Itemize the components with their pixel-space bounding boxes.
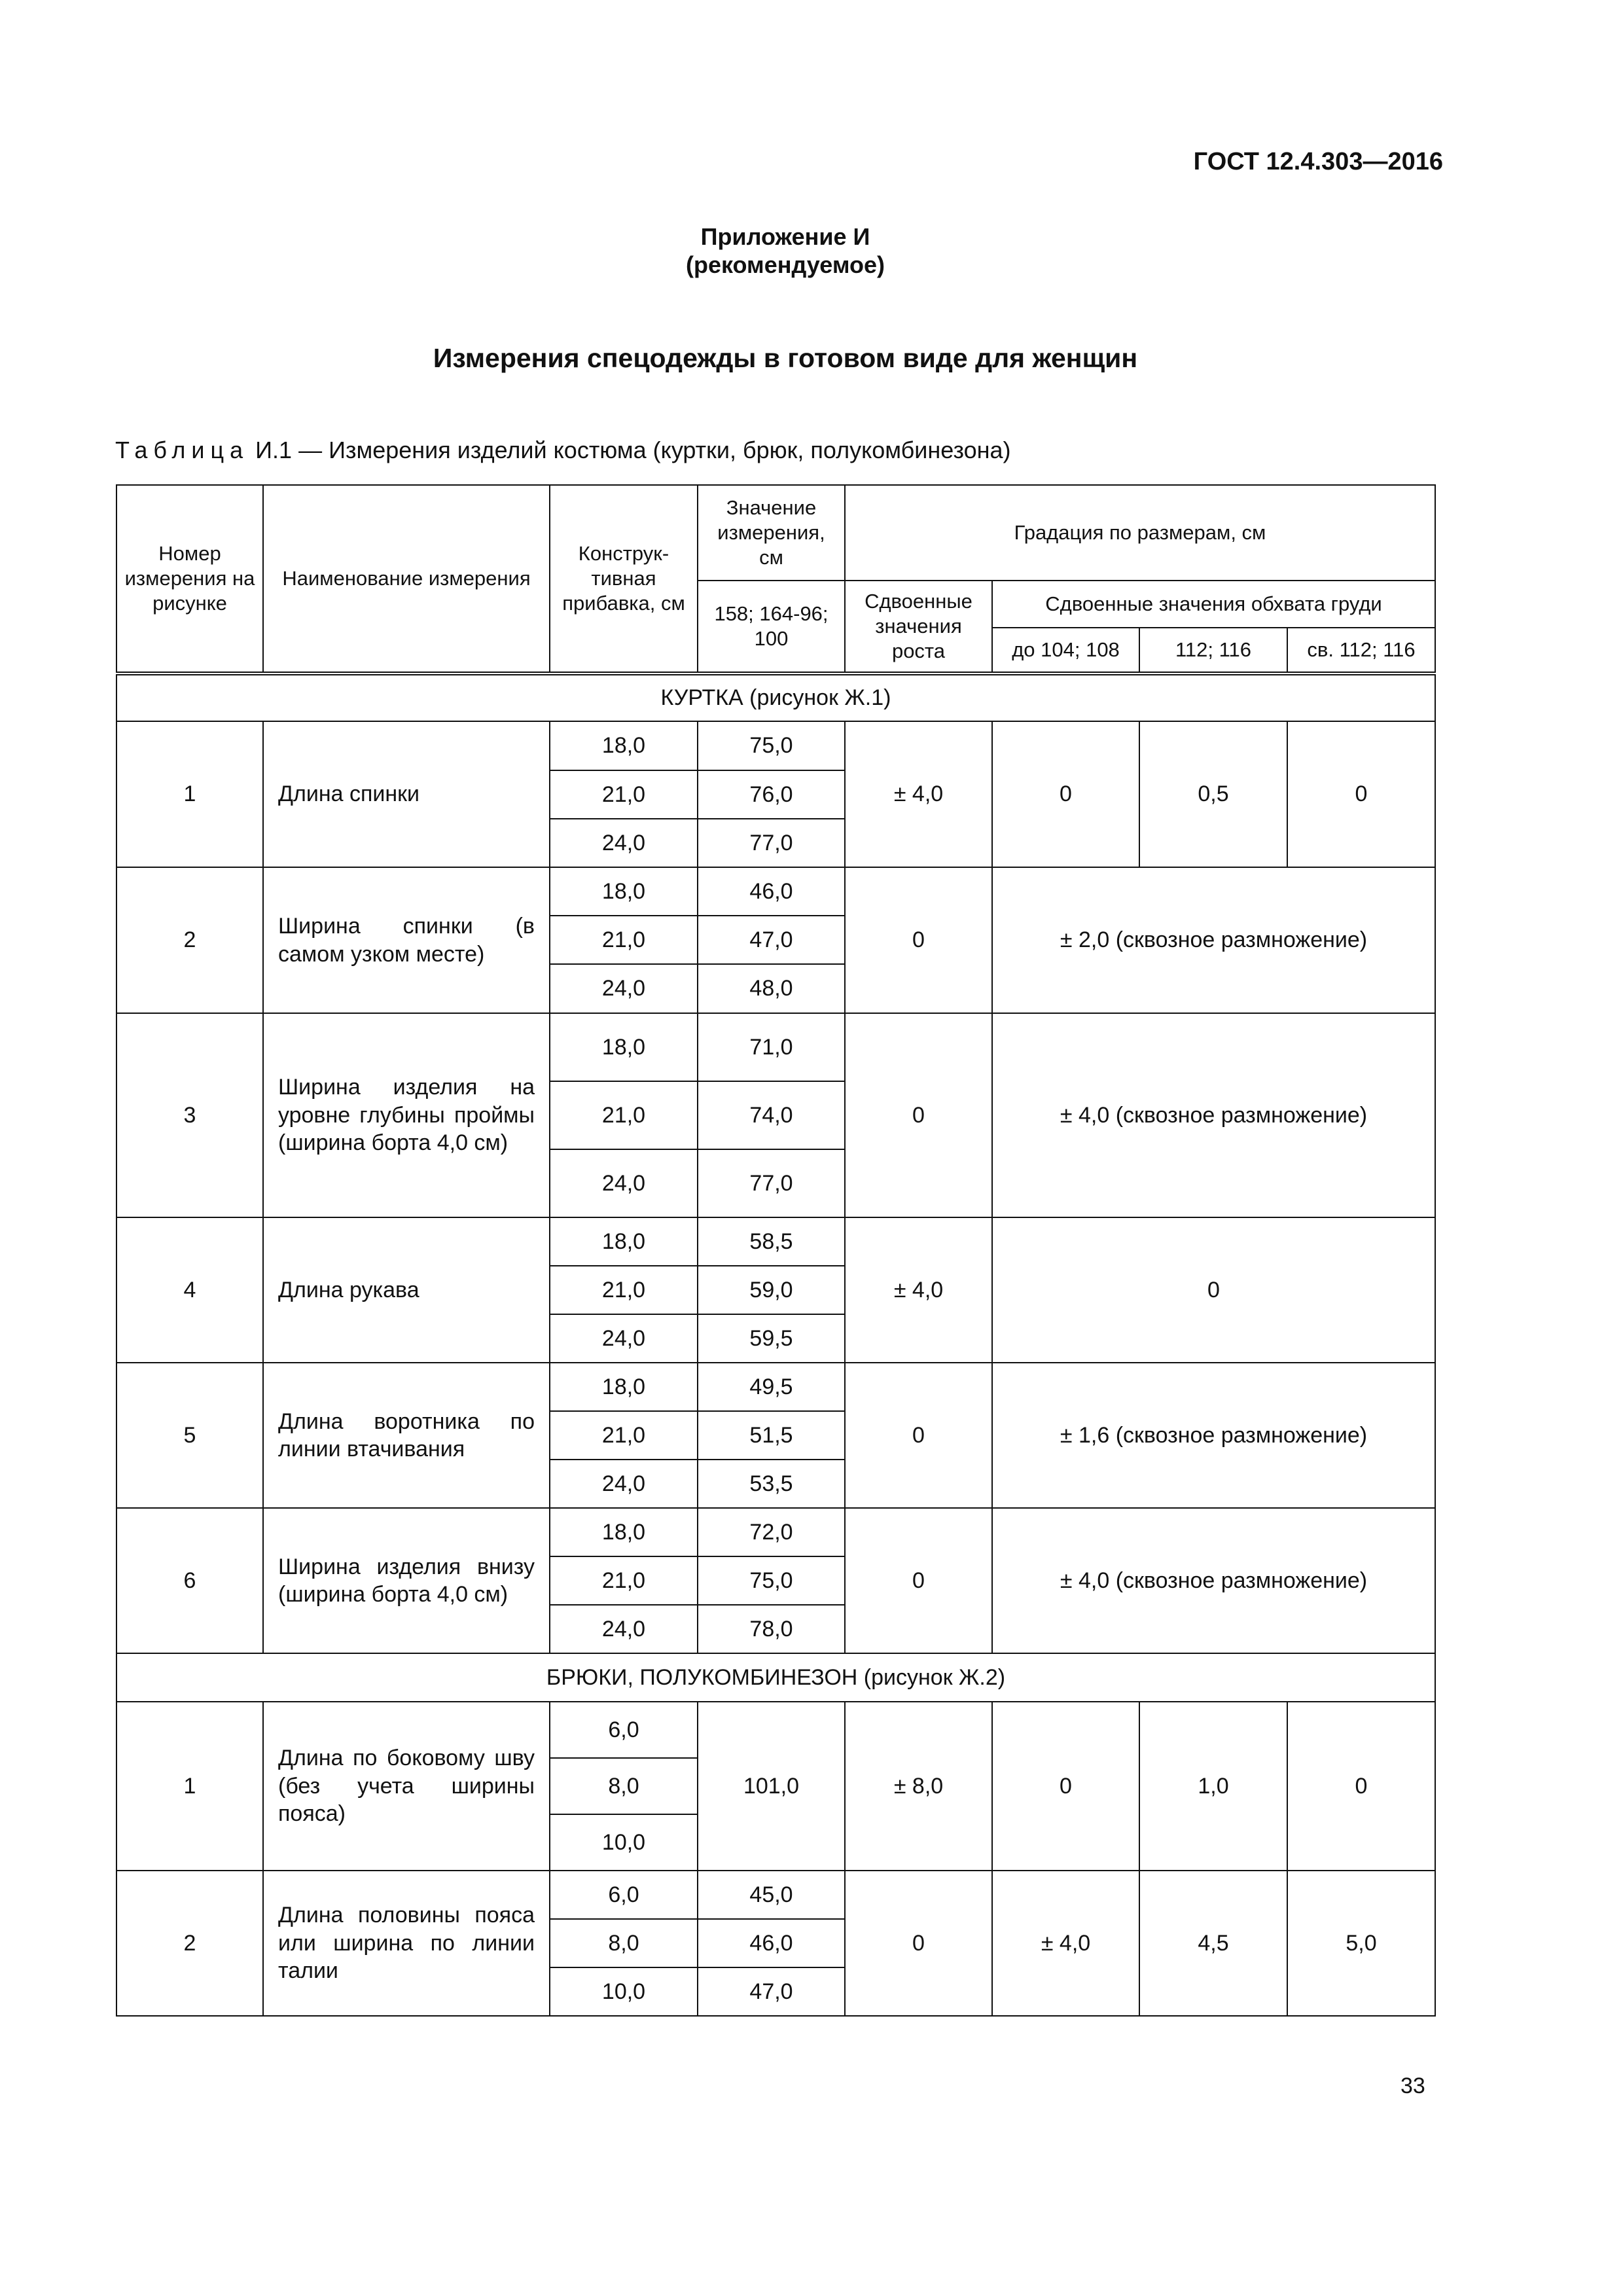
value-cell: 75,0	[698, 721, 845, 770]
allowance-cell: 18,0	[550, 1217, 698, 1266]
chest-gradation-2: 1,0	[1139, 1702, 1287, 1871]
header-chest-3: св. 112; 116	[1287, 628, 1435, 673]
table-row	[116, 867, 1435, 916]
allowance-cell: 18,0	[550, 1013, 698, 1081]
section-row	[116, 673, 1435, 721]
chest-gradation-2: 0,5	[1139, 721, 1287, 867]
value-cell: 58,5	[698, 1217, 845, 1266]
annex-status: (рекомендуемое)	[686, 251, 885, 279]
allowance-cell: 8,0	[550, 1758, 698, 1814]
value-cell: 77,0	[698, 1149, 845, 1217]
value-cell: 76,0	[698, 770, 845, 819]
measure-number: 4	[116, 1217, 263, 1363]
measure-name: Ширина спинки (в самом узком месте)	[263, 867, 550, 1013]
measure-number: 5	[116, 1363, 263, 1508]
table-row	[116, 721, 1435, 770]
chest-gradation-span: 0	[992, 1217, 1435, 1363]
allowance-cell: 21,0	[550, 916, 698, 964]
allowance-cell: 21,0	[550, 1081, 698, 1149]
value-cell: 46,0	[698, 867, 845, 916]
header-allowance: Конструк-тивная прибавка, см	[550, 485, 698, 673]
measure-name: Ширина изделия внизу (ширина борта 4,0 см)	[263, 1508, 550, 1653]
allowance-cell: 24,0	[550, 1460, 698, 1508]
table-row	[116, 1871, 1435, 1919]
height-gradation: 0	[845, 1363, 992, 1508]
allowance-cell: 8,0	[550, 1919, 698, 1967]
chest-gradation-span: ± 1,6 (сквозное размножение)	[992, 1363, 1435, 1508]
table-row	[116, 1702, 1435, 1758]
annex-title	[0, 223, 1571, 279]
table-row	[116, 1013, 1435, 1081]
allowance-cell: 6,0	[550, 1702, 698, 1758]
measure-name: Длина воротника по линии втачивания	[263, 1363, 550, 1508]
allowance-cell: 18,0	[550, 867, 698, 916]
chest-gradation-1: ± 4,0	[992, 1871, 1139, 2016]
header-value: Значение измерения, см	[698, 485, 845, 581]
measure-name: Длина половины пояса или ширина по линии талии	[263, 1871, 550, 2016]
value-cell: 47,0	[698, 1967, 845, 2016]
allowance-cell: 24,0	[550, 964, 698, 1013]
chest-gradation-3: 0	[1287, 1702, 1435, 1871]
allowance-cell: 24,0	[550, 1605, 698, 1653]
allowance-cell: 24,0	[550, 1149, 698, 1217]
measurements-table	[116, 484, 1436, 2017]
measure-number: 3	[116, 1013, 263, 1217]
measure-number: 1	[116, 721, 263, 867]
section-row	[116, 1653, 1435, 1702]
value-cell: 77,0	[698, 819, 845, 867]
height-gradation: ± 4,0	[845, 1217, 992, 1363]
height-gradation: ± 4,0	[845, 721, 992, 867]
value-cell: 53,5	[698, 1460, 845, 1508]
chest-gradation-1: 0	[992, 721, 1139, 867]
value-cell: 45,0	[698, 1871, 845, 1919]
header-chest-1: до 104; 108	[992, 628, 1139, 673]
section-jacket-title: КУРТКА (рисунок Ж.1)	[116, 673, 1435, 721]
chest-gradation-3: 0	[1287, 721, 1435, 867]
table-caption-prefix: Таблица	[115, 437, 249, 463]
allowance-cell: 24,0	[550, 1314, 698, 1363]
measure-number: 2	[116, 1871, 263, 2016]
measure-name: Длина по боковому шву (без учета ширины пояса)	[263, 1702, 550, 1871]
allowance-cell: 21,0	[550, 1556, 698, 1605]
height-gradation: 0	[845, 1508, 992, 1653]
value-cell: 48,0	[698, 964, 845, 1013]
standard-designation: ГОСТ 12.4.303—2016	[1193, 148, 1443, 175]
value-cell: 75,0	[698, 1556, 845, 1605]
page-number: 33	[1400, 2073, 1425, 2098]
measure-number: 1	[116, 1702, 263, 1871]
allowance-cell: 18,0	[550, 721, 698, 770]
allowance-cell: 24,0	[550, 819, 698, 867]
chest-gradation-span: ± 4,0 (сквозное размножение)	[992, 1508, 1435, 1653]
allowance-cell: 10,0	[550, 1814, 698, 1871]
header-row	[116, 485, 1435, 581]
measure-name: Длина рукава	[263, 1217, 550, 1363]
chest-gradation-span: ± 4,0 (сквозное размножение)	[992, 1013, 1435, 1217]
header-doubled-chest: Сдвоенные значения обхвата груди	[992, 581, 1435, 628]
value-cell: 59,0	[698, 1266, 845, 1314]
allowance-cell: 21,0	[550, 1411, 698, 1460]
header-number: Номер измерения на рисунке	[116, 485, 263, 673]
height-gradation: 0	[845, 867, 992, 1013]
table-caption-text: И.1 — Измерения изделий костюма (куртки, брюк, полукомбинезона)	[255, 437, 1011, 463]
value-cell: 49,5	[698, 1363, 845, 1411]
measure-name: Длина спинки	[263, 721, 550, 867]
chest-gradation-1: 0	[992, 1702, 1139, 1871]
allowance-cell: 21,0	[550, 770, 698, 819]
table-row	[116, 1217, 1435, 1266]
allowance-cell: 6,0	[550, 1871, 698, 1919]
height-gradation: ± 8,0	[845, 1702, 992, 1871]
measure-number: 6	[116, 1508, 263, 1653]
chest-gradation-span: ± 2,0 (сквозное размножение)	[992, 867, 1435, 1013]
allowance-cell: 18,0	[550, 1508, 698, 1556]
value-cell: 78,0	[698, 1605, 845, 1653]
value-cell: 59,5	[698, 1314, 845, 1363]
value-cell: 47,0	[698, 916, 845, 964]
page-heading: Измерения спецодежды в готовом виде для женщин	[433, 343, 1138, 373]
table-row	[116, 1363, 1435, 1411]
value-cell: 71,0	[698, 1013, 845, 1081]
table-caption	[115, 437, 1011, 464]
chest-gradation-2: 4,5	[1139, 1871, 1287, 2016]
value-cell: 101,0	[698, 1702, 845, 1871]
header-doubled-height: Сдвоенные значения роста	[845, 581, 992, 673]
header-chest-2: 112; 116	[1139, 628, 1287, 673]
header-value-sizes: 158; 164-96; 100	[698, 581, 845, 673]
header-gradation: Градация по размерам, см	[845, 485, 1435, 581]
allowance-cell: 21,0	[550, 1266, 698, 1314]
value-cell: 74,0	[698, 1081, 845, 1149]
chest-gradation-3: 5,0	[1287, 1871, 1435, 2016]
allowance-cell: 18,0	[550, 1363, 698, 1411]
measure-number: 2	[116, 867, 263, 1013]
value-cell: 51,5	[698, 1411, 845, 1460]
annex-label: Приложение И	[700, 223, 870, 250]
measure-name: Ширина изделия на уровне глубины проймы (ширина борта 4,0 см)	[263, 1013, 550, 1217]
value-cell: 46,0	[698, 1919, 845, 1967]
height-gradation: 0	[845, 1871, 992, 2016]
table-row	[116, 1508, 1435, 1556]
section-trousers-title: БРЮКИ, ПОЛУКОМБИНЕЗОН (рисунок Ж.2)	[116, 1653, 1435, 1702]
value-cell: 72,0	[698, 1508, 845, 1556]
allowance-cell: 10,0	[550, 1967, 698, 2016]
header-name: Наименование измерения	[263, 485, 550, 673]
height-gradation: 0	[845, 1013, 992, 1217]
